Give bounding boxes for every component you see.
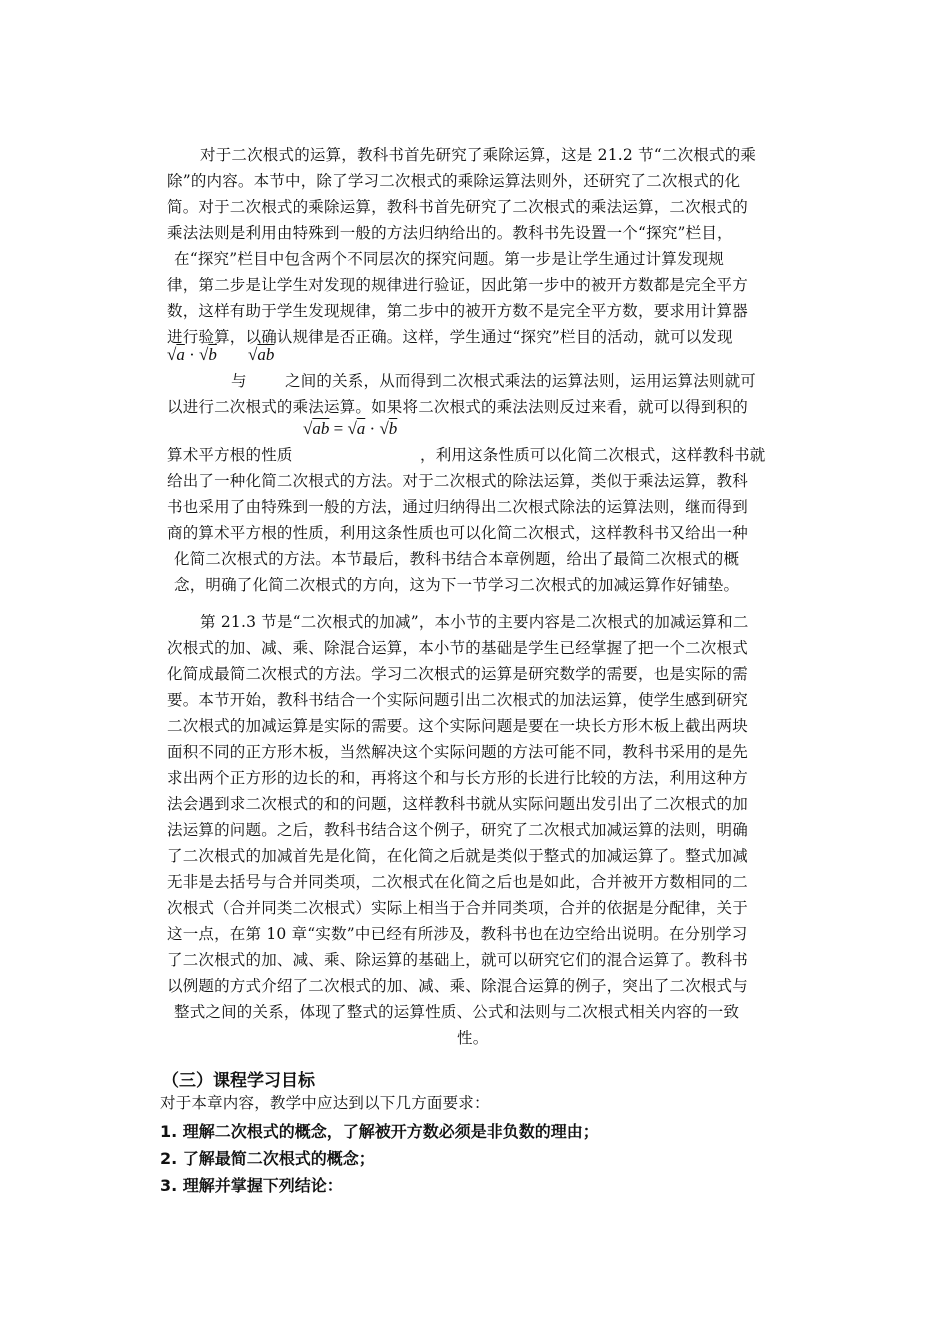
radical-sign-icon: √ [167,345,177,364]
text-line: 无非是去括号与合并同类项，二次根式在化简之后也是如此，合并被开方数相同的二 [167,873,748,891]
text-line: 数，这样有助于学生发现规律，第二步中的被开方数不是完全平方数，要求用计算器 [167,302,748,320]
text-line: 了二次根式的加、减、乘、除运算的基础上，就可以研究它们的混合运算了。教科书 [167,951,748,969]
radical-sign-icon: √ [379,419,389,438]
text-line: 法会遇到求二次根式的和的问题，这样教科书就从实际问题出发引出了二次根式的加 [167,795,748,813]
text-line: 律，第二步是让学生对发现的规律进行验证，因此第一步中的被开方数都是完全平方 [167,276,748,294]
text-line: 化简成最简二次根式的方法。学习二次根式的运算是研究数学的需要，也是实际的需 [167,665,748,683]
radical-sign-icon: √ [303,419,313,438]
formula-product-sqrt-property [303,419,397,439]
goal-item: 2. 了解最简二次根式的概念； [160,1149,375,1168]
text-line: 了二次根式的加减首先是化简，在化简之后就是类似于整式的加减运算了。整式加减 [167,847,748,865]
radical-sign-icon: √ [248,345,258,364]
formula-sqrt-a-times-sqrt-b [167,345,217,365]
text-line: 求出两个正方形的边长的和，再将这个和与长方形的长进行比较的方法，利用这种方 [167,769,748,787]
text-line: 这一点，在第 10 章“实数”中已经有所涉及，教科书也在边空给出说明。在分别学习 [167,925,748,943]
radical-sign-icon: √ [347,419,357,438]
equals-sign: = [333,419,344,438]
text-line: 简。对于二次根式的乘除运算，教科书首先研究了二次根式的乘法运算，二次根式的 [167,198,748,216]
text-line: 商的算术平方根的性质，利用这条性质也可以化简二次根式，这样教科书又给出一种 [167,524,748,542]
radicand: b [388,419,398,438]
radicand: a [176,345,185,364]
text-fragment: 与 [231,372,247,390]
radicand: ab [312,419,330,438]
radicand: b [208,345,217,364]
text-line: 乘法法则是利用由特殊到一般的方法归纳给出的。教科书先设置一个“探究”栏目， [167,224,733,242]
goal-item: 3. 理解并掌握下列结论： [160,1176,343,1195]
text-line: 之间的关系，从而得到二次根式乘法的运算法则，运用运算法则就可 [285,372,757,390]
text-line: 要。本节开始，教科书结合一个实际问题引出二次根式的加法运算，使学生感到研究 [167,691,748,709]
text-line: 念，明确了化简二次根式的方向，这为下一节学习二次根式的加减运算作好铺垫。 [174,576,740,594]
formula-sqrt-ab [248,345,274,365]
text-line: 面积不同的正方形木板，当然解决这个实际问题的方法可能不同，教科书采用的是先 [167,743,748,761]
radicand: a [356,419,366,438]
dot-operator: · [369,419,376,438]
goal-item: 1. 理解二次根式的概念，了解被开方数必须是非负数的理由； [160,1122,599,1141]
text-line: 二次根式的加减运算是实际的需要。这个实际问题是要在一块长方形木板上截出两块 [167,717,748,735]
text-line: 以进行二次根式的乘法运算。如果将二次根式的乘法法则反过来看，就可以得到积的 [167,398,748,416]
text-line: 第 21.3 节是“二次根式的加减”，本小节的主要内容是二次根式的加减运算和二 [200,613,749,631]
text-line: 书也采用了由特殊到一般的方法，通过归纳得出二次根式除法的运算法则，继而得到 [167,498,748,516]
text-line: 在“探究”栏目中包含两个不同层次的探究问题。第一步是让学生通过计算发现规 [174,250,725,268]
dot-operator: · [189,345,195,364]
text-fragment: 算术平方根的性质 [167,446,293,464]
text-line: 法运算的问题。之后，教科书结合这个例子，研究了二次根式加减运算的法则，明确 [167,821,748,839]
section-intro: 对于本章内容，教学中应达到以下几方面要求： [160,1094,490,1112]
text-line: 性。 [457,1029,489,1047]
radical-sign-icon: √ [199,345,209,364]
section-heading: （三）课程学习目标 [162,1071,315,1091]
text-line: 除”的内容。本节中，除了学习二次根式的乘除运算法则外，还研究了二次根式的化 [167,172,741,190]
text-line: 以例题的方式介绍了二次根式的加、减、乘、除混合运算的例子，突出了二次根式与 [167,977,748,995]
text-line: 次根式（合并同类二次根式）实际上相当于合并同类项，合并的依据是分配律，关于 [167,899,748,917]
text-line: 次根式的加、减、乘、除混合运算，本小节的基础是学生已经掌握了把一个二次根式 [167,639,748,657]
text-line: ，利用这条性质可以化简二次根式，这样教科书就 [420,446,766,464]
text-line: 整式之间的关系，体现了整式的运算性质、公式和法则与二次根式相关内容的一致 [174,1003,740,1021]
text-line: 给出了一种化简二次根式的方法。对于二次根式的除法运算，类似于乘法运算，教科 [167,472,748,490]
text-line: 化简二次根式的方法。本节最后，教科书结合本章例题，给出了最简二次根式的概 [174,550,740,568]
text-line: 对于二次根式的运算，教科书首先研究了乘除运算，这是 21.2 节“二次根式的乘 [200,146,757,164]
text-line: 进行验算，以确认规律是否正确。这样，学生通过“探究”栏目的活动，就可以发现 [167,328,733,346]
radicand: ab [257,345,275,364]
